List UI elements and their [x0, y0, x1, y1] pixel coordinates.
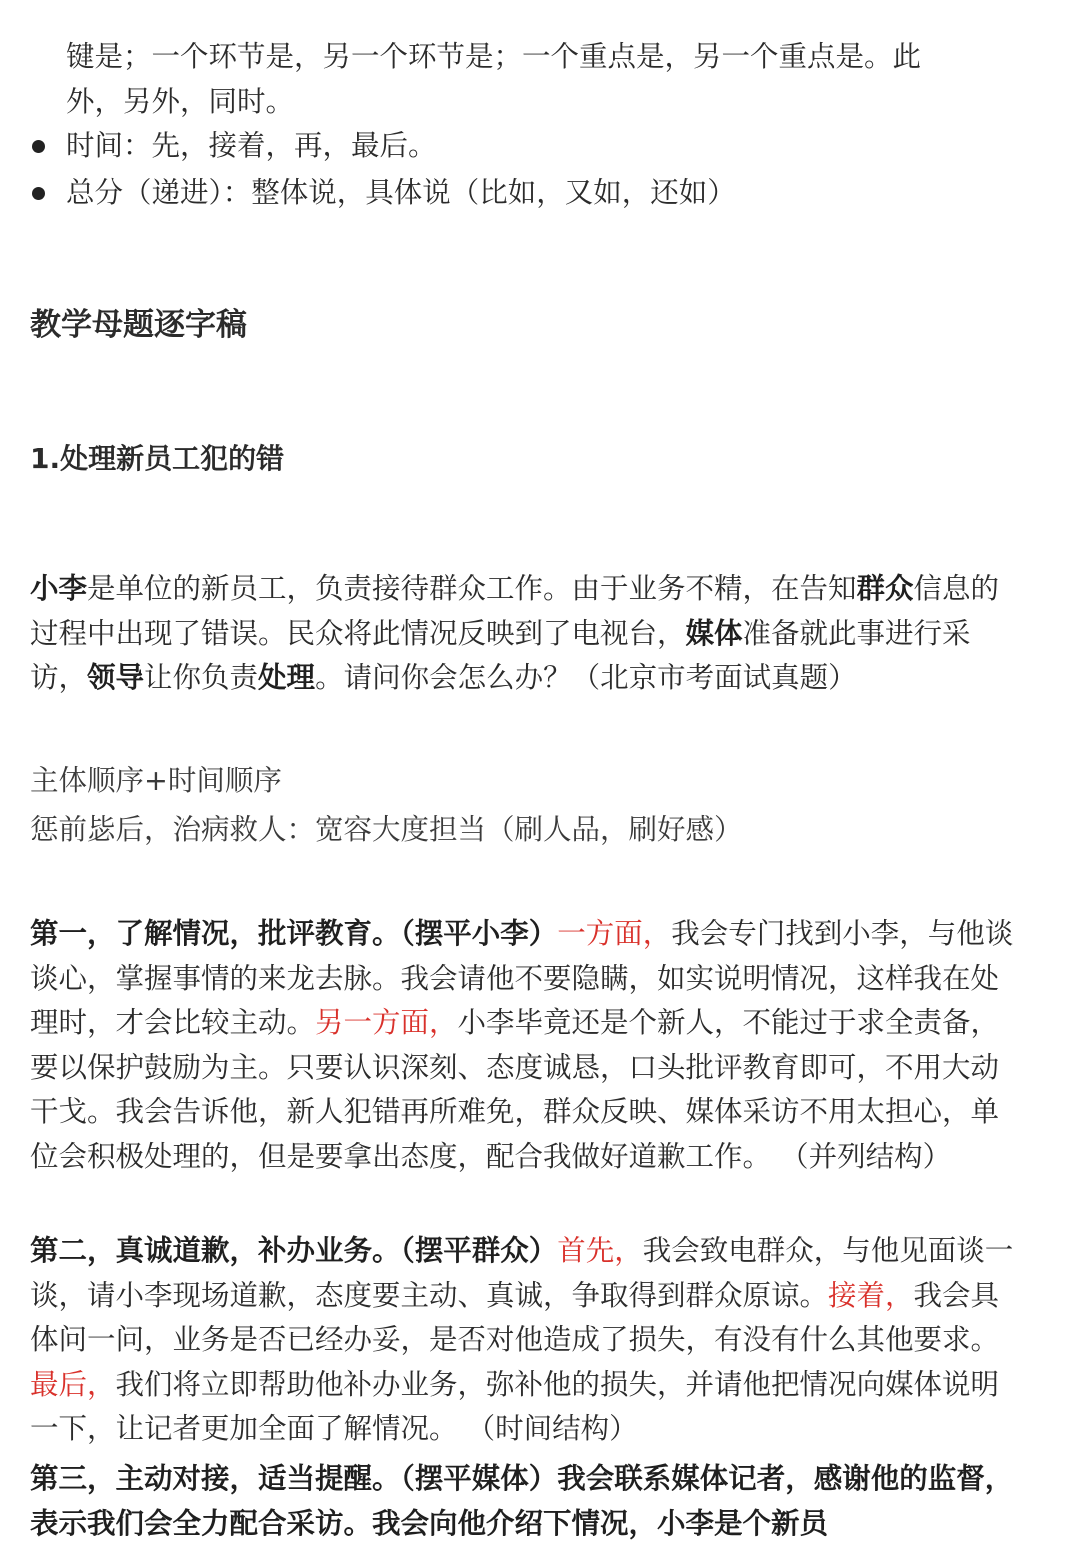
structure-tag: （时间结构） — [466, 1412, 638, 1445]
keyword-public: 群众 — [856, 572, 914, 605]
answer-text: 我们将立即帮助他补办业务，弥补他的损失，并请他把情况向媒体说明一下，让记者更加全面了解情况。 — [30, 1367, 1000, 1445]
bullet-dot-icon — [30, 171, 66, 215]
question-title: 1.处理新员工犯的错 — [30, 442, 285, 475]
section-title: 教学母题逐字稿 — [30, 307, 247, 343]
marker-finally: 最后， — [30, 1367, 116, 1401]
bullet-text: 时间：先，接着，再，最后。 — [66, 129, 437, 162]
bullet-item-time — [30, 124, 437, 168]
answer-third-paragraph — [30, 1457, 1018, 1546]
structure-tag: （并列结构） — [780, 1139, 952, 1173]
keyword-xiaoli: 小李 — [30, 572, 88, 605]
keyword-media: 媒体 — [685, 616, 743, 650]
question-text: 信息的过程中出现了错误。民众将此情况反映到了电视台， — [30, 572, 1000, 650]
bullet-text: 总分（递进）：整体说，具体说（比如，又如，还如） — [66, 176, 736, 209]
marker-first: 首先， — [557, 1234, 643, 1267]
keyword-leader: 领导 — [87, 661, 145, 694]
answer-first-paragraph — [30, 912, 1018, 1179]
bullet-item-total-split — [30, 171, 736, 215]
answer-text: 我会致电群众，与他见面谈一谈，请小李现场道歉，态度要主动、真诚，争取得到群众原谅。 — [30, 1234, 1014, 1312]
intro-line-1: 键是；一个环节是，另一个环节是；一个重点是，另一个重点是。此 — [66, 40, 922, 73]
intro-continuation — [66, 35, 1018, 124]
answer-second-heading: 第二，真诚道歉，补办业务。（摆平群众） — [30, 1234, 558, 1267]
marker-next: 接着， — [828, 1278, 914, 1312]
question-text: 。请问你会怎么办？（北京市考面试真题） — [315, 661, 857, 694]
marker-other-side: 另一方面， — [315, 1006, 458, 1039]
answer-third-text: 我会联系媒体记者，感谢他的监督，表示我们会全力配合采访。我会向他介绍下情况，小李是个新员 — [30, 1462, 1014, 1540]
question-text: 让你负责 — [144, 661, 259, 694]
question-text: 准备就此事进行采访， — [30, 616, 971, 694]
answer-first-heading: 第一，了解情况，批评教育。（摆平小李） — [30, 917, 558, 950]
answer-text: 我会专门找到小李，与他谈谈心，掌握事情的来龙去脉。我会请他不要隐瞒，如实说明情况，这样我在处理时，才会比较主动。 — [30, 917, 1014, 1039]
answer-third-heading: 第三，主动对接，适当提醒。（摆平媒体） — [30, 1462, 558, 1495]
question-paragraph — [30, 567, 1018, 701]
keyword-handle: 处理 — [258, 661, 316, 694]
answer-text: 我会具体问一问，业务是否已经办妥，是否对他造成了损失，有没有什么其他要求。 — [30, 1278, 1000, 1356]
answer-text: 小李毕竟还是个新人，不能过于求全责备，要以保护鼓励为主。只要认识深刻、态度诚恳，口头批评教育即可，不用大动干戈。我会告诉他，新人犯错再所难免，群众反映、媒体采访不用太担心，单位会积极处理的，但是要拿出态度，配合我做好道歉工作。 — [30, 1006, 1000, 1173]
answer-second-paragraph — [30, 1229, 1018, 1452]
note-principle: 惩前毖后，治病救人：宽容大度担当（刷人品，刷好感） — [30, 813, 743, 846]
bullet-dot-icon — [30, 124, 66, 168]
marker-one-side: 一方面， — [557, 917, 672, 950]
question-text: 是单位的新员工，负责接待群众工作。由于业务不精，在告知 — [87, 572, 857, 605]
intro-line-2: 外，另外，同时。 — [66, 84, 295, 118]
note-structure: 主体顺序+时间顺序 — [30, 764, 282, 797]
